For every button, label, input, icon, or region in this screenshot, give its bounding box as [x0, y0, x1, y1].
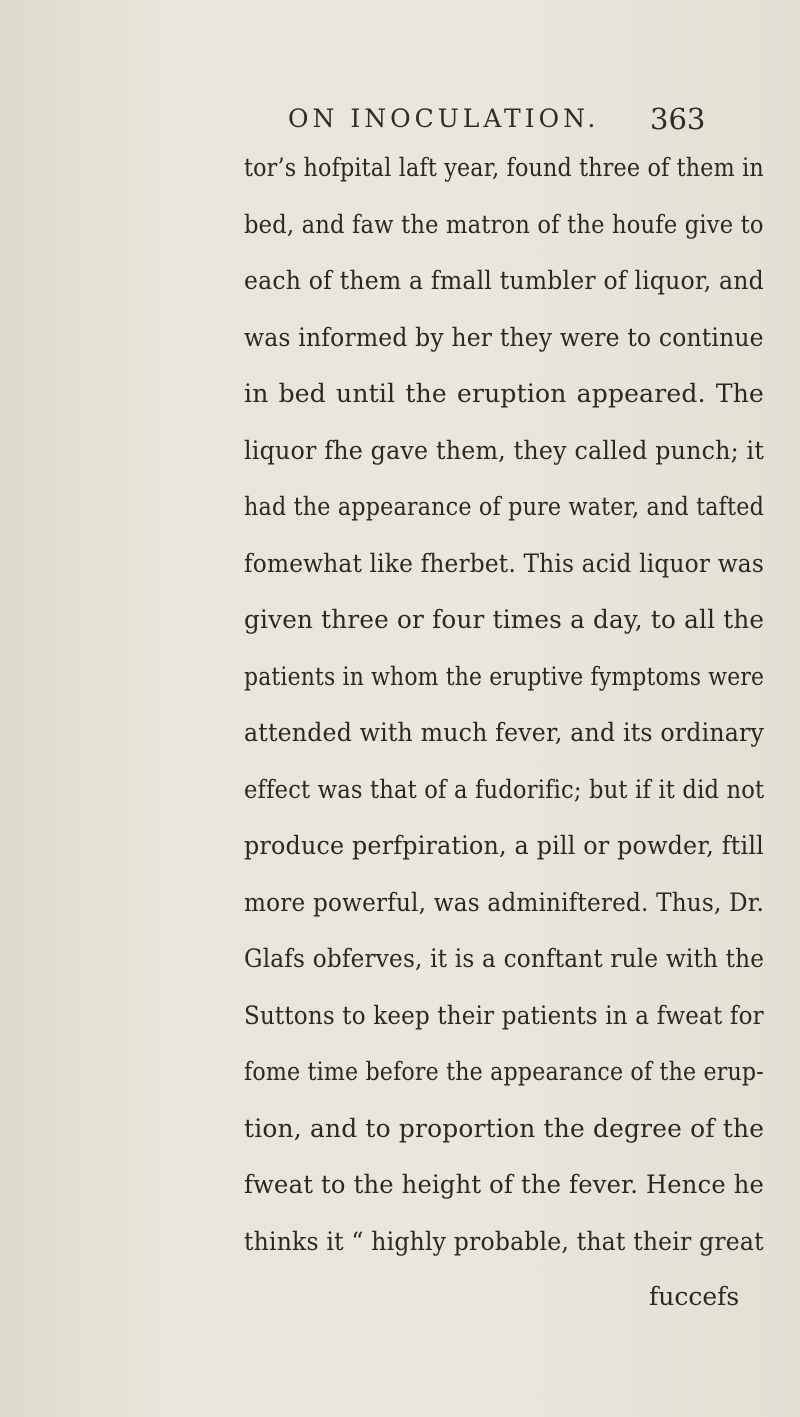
- text-line-5: in bed until the eruption appeared. The: [244, 379, 764, 408]
- text-line-13: produce perfpiration, a pill or powder, ftill: [244, 831, 764, 860]
- text-line-2: bed, and faw the matron of the houfe give to: [244, 210, 764, 239]
- text-line-8: fomewhat like fherbet. This acid liquor was: [244, 549, 764, 578]
- text-line-20: thinks it “ highly probable, that their great: [244, 1227, 764, 1256]
- page-number: 363: [650, 102, 706, 136]
- text-line-15: Glafs obferves, it is a conftant rule with the: [244, 944, 765, 973]
- text-line-6: liquor fhe gave them, they called punch; it: [244, 436, 765, 465]
- text-line-12: effect was that of a fudorific; but if it did not: [244, 775, 765, 804]
- text-line-11: attended with much fever, and its ordinary: [244, 718, 765, 747]
- text-line-16: Suttons to keep their patients in a fweat for: [244, 1001, 764, 1030]
- text-line-4: was informed by her they were to continue: [244, 323, 764, 352]
- running-head: [0, 96, 800, 136]
- running-title: ON INOCULATION.: [288, 104, 600, 133]
- catchword: fuccefs: [649, 1282, 740, 1311]
- text-line-14: more powerful, was adminiftered. Thus, Dr.: [244, 888, 765, 917]
- text-line-1: tor’s hofpital laft year, found three of them in: [244, 153, 764, 182]
- text-line-18: tion, and to proportion the degree of the: [244, 1114, 765, 1143]
- text-line-9: given three or four times a day, to all the: [244, 605, 765, 634]
- text-line-10: patients in whom the eruptive fymptoms were: [244, 662, 765, 691]
- text-line-19: fweat to the height of the fever. Hence he: [244, 1170, 765, 1199]
- text-line-7: had the appearance of pure water, and tafted: [244, 492, 764, 521]
- text-line-3: each of them a fmall tumbler of liquor, and: [244, 266, 764, 295]
- text-line-17: fome time before the appearance of the erup-: [244, 1057, 764, 1086]
